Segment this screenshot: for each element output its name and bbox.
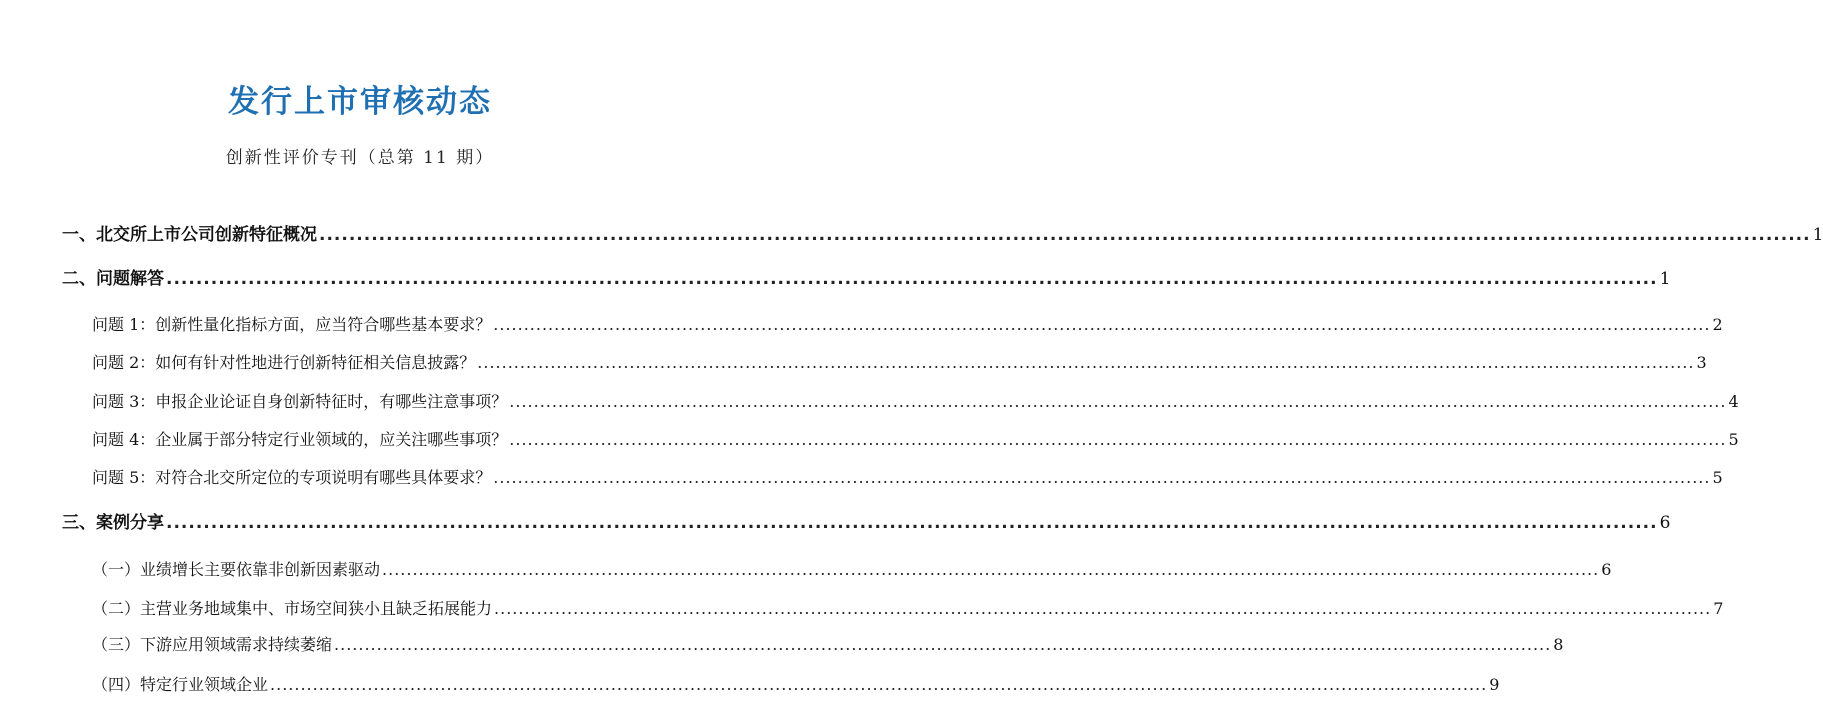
- toc-entry-question-4[interactable]: [92, 427, 1739, 453]
- toc-page-number: 4: [1728, 392, 1739, 411]
- toc-entry-label: 问题 3：申报企业论证自身创新特征时，有哪些注意事项？: [92, 392, 508, 411]
- toc-dot-leader: ........................................................................................................................................................................................................: [509, 430, 1727, 449]
- toc-entry-question-5[interactable]: [92, 465, 1723, 491]
- toc-entry-case-4[interactable]: [92, 672, 1500, 698]
- toc-entry-label: （一）业绩增长主要依靠非创新因素驱动: [92, 560, 381, 579]
- toc-dot-leader: ........................................................................................................................................................................................................: [509, 392, 1727, 411]
- toc-entry-section-3[interactable]: [62, 510, 1671, 536]
- toc-entry-section-2[interactable]: [62, 266, 1671, 292]
- toc-page-number: 9: [1489, 675, 1500, 694]
- toc-entry-label: 一、北交所上市公司创新特征概况: [62, 225, 317, 245]
- toc-entry-case-1[interactable]: [92, 557, 1612, 583]
- toc-entry-case-3[interactable]: [92, 632, 1564, 658]
- toc-page-number: 6: [1601, 560, 1612, 579]
- toc-page-number: 1: [1659, 269, 1671, 289]
- toc-entry-label: 问题 5：对符合北交所定位的专项说明有哪些具体要求？: [92, 468, 492, 487]
- toc-page-number: 7: [1713, 599, 1724, 618]
- toc-page-number: 5: [1712, 468, 1723, 487]
- page-subtitle: 创新性评价专刊（总第 11 期）: [225, 148, 495, 168]
- toc-entry-label: （四）特定行业领域企业: [92, 675, 269, 694]
- toc-page-number: 6: [1659, 513, 1671, 533]
- toc-dot-leader: ........................................................................................................................................................................................................: [270, 675, 1488, 694]
- toc-dot-leader: ........................................................................................................................................................................................................: [334, 635, 1552, 654]
- toc-entry-question-1[interactable]: [92, 312, 1723, 338]
- toc-entry-label: （三）下游应用领域需求持续萎缩: [92, 635, 333, 654]
- toc-entry-label: （二）主营业务地域集中、市场空间狭小且缺乏拓展能力: [92, 599, 493, 618]
- toc-dot-leader: ........................................................................................................................................................................................................: [166, 513, 1658, 533]
- toc-dot-leader: ........................................................................................................................................................................................................: [319, 225, 1811, 245]
- toc-entry-label: 二、问题解答: [62, 269, 164, 289]
- toc-page-number: 2: [1712, 315, 1723, 334]
- toc-page-number: 8: [1553, 635, 1564, 654]
- toc-entry-question-3[interactable]: [92, 389, 1739, 415]
- toc-entry-label: 三、案例分享: [62, 513, 164, 533]
- toc-dot-leader: ........................................................................................................................................................................................................: [493, 315, 1711, 334]
- page-title: 发行上市审核动态: [228, 84, 492, 120]
- toc-dot-leader: ........................................................................................................................................................................................................: [166, 269, 1658, 289]
- toc-page-number: 5: [1728, 430, 1739, 449]
- toc-dot-leader: ........................................................................................................................................................................................................: [494, 599, 1712, 618]
- toc-dot-leader: ........................................................................................................................................................................................................: [493, 468, 1711, 487]
- toc-entry-case-2[interactable]: [92, 596, 1724, 622]
- toc-dot-leader: ........................................................................................................................................................................................................: [382, 560, 1600, 579]
- toc-entry-label: 问题 4：企业属于部分特定行业领域的，应关注哪些事项？: [92, 430, 508, 449]
- toc-entry-label: 问题 2：如何有针对性地进行创新特征相关信息披露？: [92, 353, 476, 372]
- toc-dot-leader: ........................................................................................................................................................................................................: [477, 353, 1695, 372]
- toc-entry-section-1[interactable]: [62, 222, 1823, 248]
- toc-page-number: 3: [1696, 353, 1707, 372]
- toc-entry-question-2[interactable]: [92, 350, 1707, 376]
- toc-page-number: 1: [1812, 225, 1823, 245]
- toc-entry-label: 问题 1：创新性量化指标方面，应当符合哪些基本要求？: [92, 315, 492, 334]
